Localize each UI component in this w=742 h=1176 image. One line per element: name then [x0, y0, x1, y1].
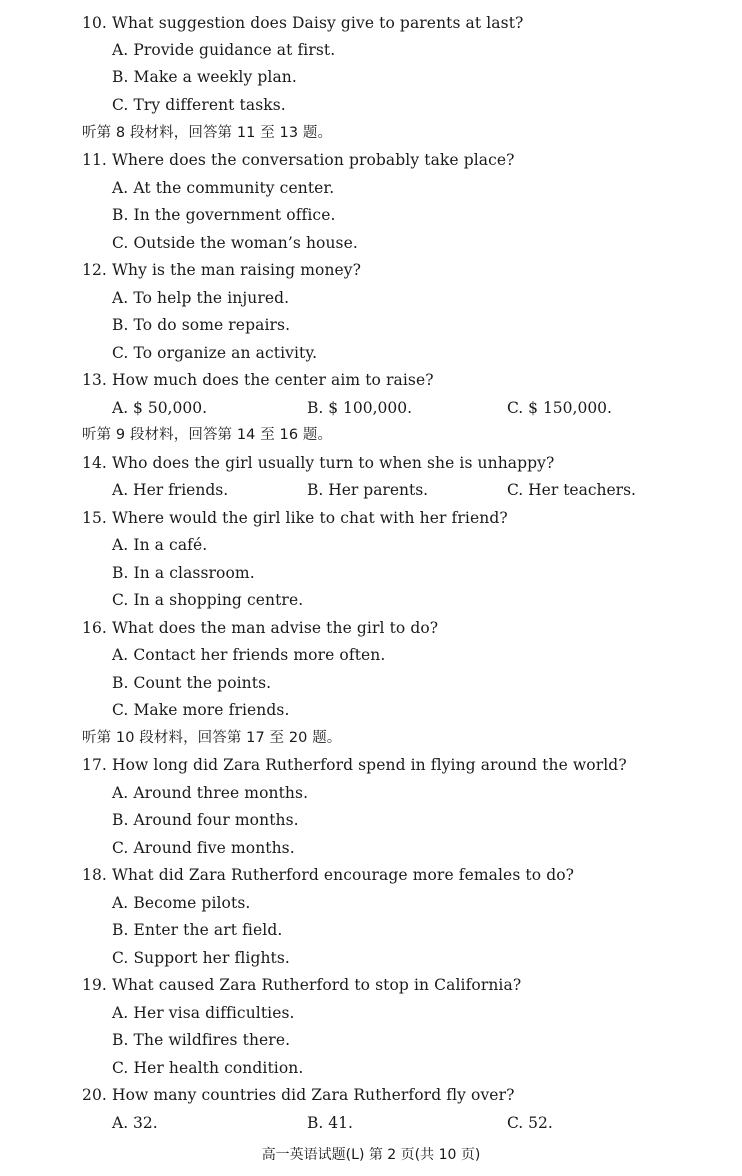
- question-15-option-b: B. In a classroom.: [112, 564, 255, 582]
- question-16-option-b: B. Count the points.: [112, 674, 272, 692]
- section-heading-9: 听第 9 段材料，回答第 14 至 16 题。: [82, 427, 333, 443]
- question-15-stem: 15. Where would the girl like to chat with her friend?: [82, 509, 508, 527]
- question-20-option-b: B. 41.: [307, 1114, 353, 1132]
- question-14-stem: 14. Who does the girl usually turn to when she is unhappy?: [82, 454, 555, 472]
- question-13-stem: 13. How much does the center aim to raise?: [82, 371, 434, 389]
- question-10-option-c: C. Try different tasks.: [112, 96, 286, 114]
- question-20-option-c: C. 52.: [507, 1114, 553, 1132]
- question-11-option-b: B. In the government office.: [112, 206, 336, 224]
- question-18-option-b: B. Enter the art field.: [112, 921, 283, 939]
- question-19-option-a: A. Her visa difficulties.: [112, 1004, 295, 1022]
- question-10-stem: 10. What suggestion does Daisy give to parents at last?: [82, 14, 524, 32]
- question-17-option-c: C. Around five months.: [112, 839, 295, 857]
- question-12-stem: 12. Why is the man raising money?: [82, 261, 362, 279]
- page-footer: 高一英语试题(L) 第 2 页(共 10 页): [261, 1147, 481, 1163]
- section-heading-8: 听第 8 段材料，回答第 11 至 13 题。: [82, 125, 333, 141]
- question-19-option-c: C. Her health condition.: [112, 1059, 304, 1077]
- question-13-option-c: C. $ 150,000.: [507, 399, 612, 417]
- question-18-option-a: A. Become pilots.: [112, 894, 251, 912]
- question-13-option-a: A. $ 50,000.: [112, 399, 207, 417]
- question-13-option-b: B. $ 100,000.: [307, 399, 413, 417]
- question-12-option-a: A. To help the injured.: [112, 289, 290, 307]
- section-heading-10: 听第 10 段材料，回答第 17 至 20 题。: [82, 730, 342, 746]
- question-17-option-a: A. Around three months.: [112, 784, 309, 802]
- question-18-option-c: C. Support her flights.: [112, 949, 290, 967]
- question-10-option-a: A. Provide guidance at first.: [112, 41, 336, 59]
- question-19-option-b: B. The wildfires there.: [112, 1031, 291, 1049]
- question-17-option-b: B. Around four months.: [112, 811, 299, 829]
- question-12-option-c: C. To organize an activity.: [112, 344, 318, 362]
- question-14-option-b: B. Her parents.: [307, 481, 429, 499]
- question-20-option-a: A. 32.: [112, 1114, 158, 1132]
- question-14-option-c: C. Her teachers.: [507, 481, 636, 499]
- question-11-option-a: A. At the community center.: [112, 179, 335, 197]
- question-11-option-c: C. Outside the woman’s house.: [112, 234, 358, 252]
- question-16-option-c: C. Make more friends.: [112, 701, 290, 719]
- question-11-stem: 11. Where does the conversation probably take place?: [82, 151, 515, 169]
- question-18-stem: 18. What did Zara Rutherford encourage more females to do?: [82, 866, 575, 884]
- question-17-stem: 17. How long did Zara Rutherford spend in flying around the world?: [82, 756, 627, 774]
- question-20-stem: 20. How many countries did Zara Rutherford fly over?: [82, 1086, 515, 1104]
- question-15-option-a: A. In a café.: [112, 536, 208, 554]
- question-14-option-a: A. Her friends.: [112, 481, 229, 499]
- question-16-option-a: A. Contact her friends more often.: [112, 646, 386, 664]
- question-15-option-c: C. In a shopping centre.: [112, 591, 304, 609]
- question-10-option-b: B. Make a weekly plan.: [112, 68, 297, 86]
- question-12-option-b: B. To do some repairs.: [112, 316, 291, 334]
- question-19-stem: 19. What caused Zara Rutherford to stop in California?: [82, 976, 522, 994]
- question-16-stem: 16. What does the man advise the girl to do?: [82, 619, 439, 637]
